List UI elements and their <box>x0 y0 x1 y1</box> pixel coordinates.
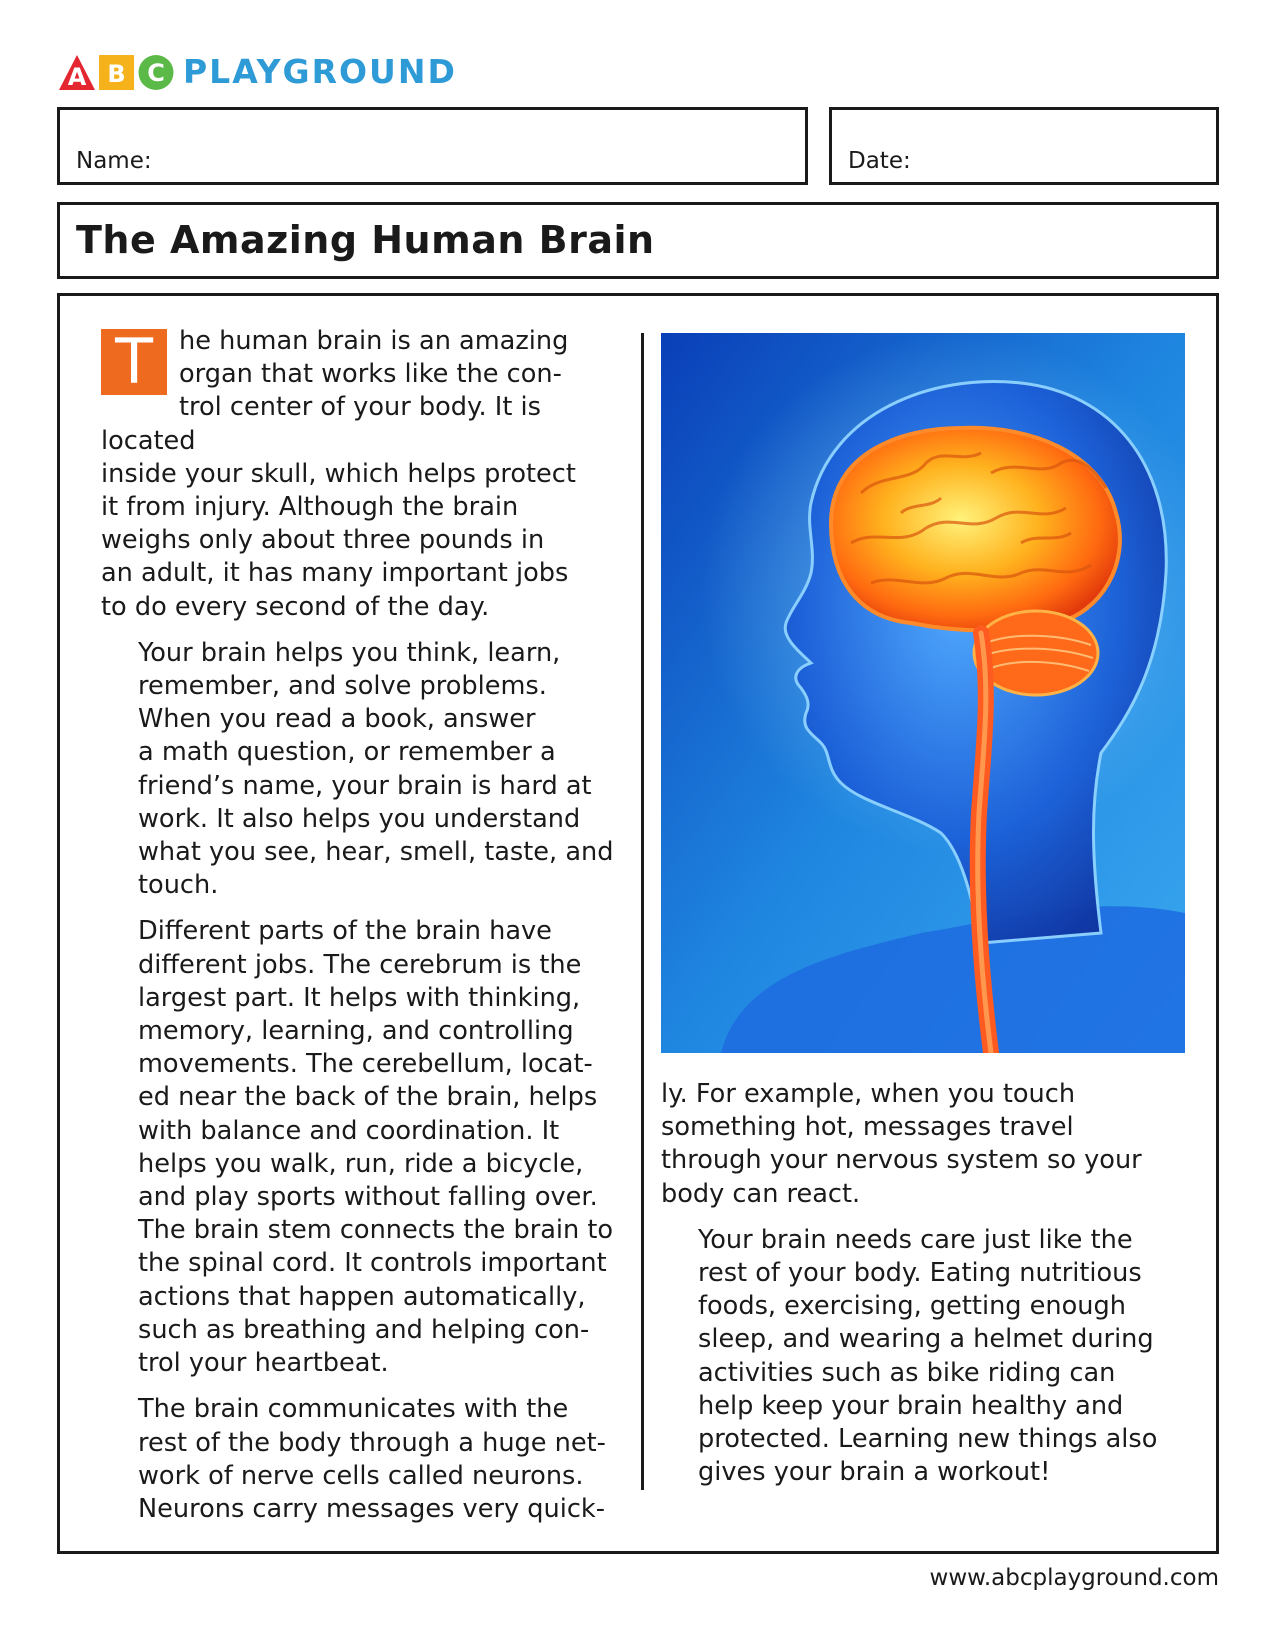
brain-illustration <box>661 333 1185 1053</box>
paragraph-text: The brain communicates with the rest of the body through a huge net- work of nerve cells called neurons. Neurons carry messages very quick- <box>138 1394 606 1524</box>
paragraph-text: Your brain needs care just like the rest of your body. Eating nutritious foods, exercising, getting enough sleep, and wearing a helmet during activities such as bike riding can help keep your brain healthy and protected. Learning new things also gives your brain a workout! <box>698 1224 1158 1488</box>
article-paragraph <box>101 915 621 1380</box>
date-field[interactable] <box>829 107 1219 185</box>
abc-logo-icon <box>57 52 175 92</box>
column-divider <box>641 333 644 1490</box>
article-paragraph <box>101 1393 621 1526</box>
name-field[interactable] <box>57 107 808 185</box>
article-paragraph <box>101 637 621 903</box>
footer-website-url: www.abcplayground.com <box>929 1565 1219 1591</box>
abc-playground-logo <box>57 52 457 92</box>
article-paragraph <box>661 1078 1181 1211</box>
logo-letter-c: C <box>147 59 165 87</box>
logo-wordmark: PLAYGROUND <box>183 52 457 91</box>
title-box <box>57 202 1219 279</box>
article-left-column <box>101 325 621 1539</box>
paragraph-text: Different parts of the brain have different jobs. The cerebrum is the largest part. It helps with thinking, memory, learning, and controlling movements. The cerebellum, locat- ed near the back of the brain, helps with balance and coordination. It helps you walk, run, ride a bicycle, and play sports without falling over. The brain stem connects the brain to the spinal cord. It controls important actions that happen automatically, such as breathing and helping con- trol your heartbeat. <box>138 916 614 1379</box>
name-label: Name: <box>76 148 152 174</box>
date-label: Date: <box>848 148 911 174</box>
paragraph-text: Your brain helps you think, learn, remember, and solve problems. When you read a book, answer a math question, or remember a friend’s name, your brain is hard at work. It also helps you understand what you see, hear, smell, taste, and touch. <box>138 637 614 901</box>
drop-cap: T <box>101 329 167 395</box>
article-paragraph <box>101 325 621 624</box>
human-head-brain-image <box>661 333 1185 1053</box>
paragraph-text: ly. For example, when you touch something hot, messages travel through your nervous system so your body can react. <box>661 1079 1142 1209</box>
article-paragraph <box>661 1224 1181 1490</box>
paragraph-text: he human brain is an amazing organ that works like the con- trol center of your body. It is located inside your skull, which helps protect it from injury. Although the brain weighs only about three pounds in an adult, it has many important jobs to do every second of the day. <box>101 326 576 622</box>
article-right-column <box>661 1078 1181 1502</box>
logo-letter-b: B <box>107 60 126 88</box>
page-title: The Amazing Human Brain <box>76 218 655 262</box>
logo-letter-a: A <box>67 63 87 91</box>
